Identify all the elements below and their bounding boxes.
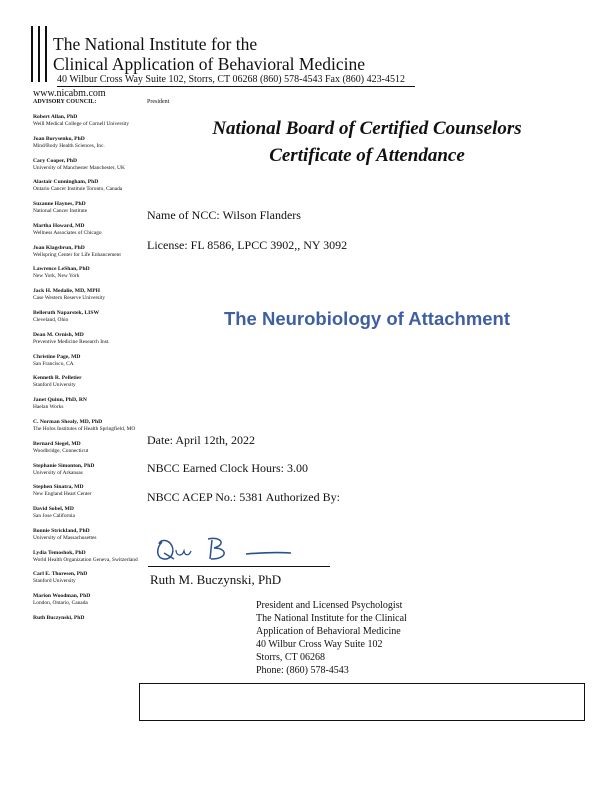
advisory-member-name: Robert Allan, PhD (33, 114, 78, 120)
advisory-member-affiliation: Wellness Associates of Chicago (33, 229, 102, 236)
advisory-member-name: Bernard Siegel, MD (33, 440, 81, 447)
advisory-member (33, 245, 143, 259)
president-label: President (147, 99, 170, 105)
advisory-member-affiliation: Stanford University (33, 382, 76, 389)
advisory-member-affiliation: Cleveland, Ohio (33, 317, 69, 324)
advisory-member-name: Marion Woodman, PhD (33, 593, 91, 600)
advisory-member (33, 419, 143, 433)
advisory-member-name: Dean M. Ornish, MD (33, 331, 84, 338)
signature-line (148, 566, 330, 567)
institute-name-line2: Clinical Application of Behavioral Medicine (53, 54, 366, 74)
certificate-title-line2: Certificate of Attendance (269, 145, 465, 166)
advisory-member-affiliation: Haelan Works (33, 404, 64, 411)
advisory-member (33, 179, 143, 193)
signatory-detail-line: President and Licensed Psychologist (256, 600, 403, 611)
advisory-member-name: Lawrence LeShan, PhD (33, 266, 90, 273)
advisory-member (33, 550, 143, 564)
signature-image (150, 528, 300, 568)
license-numbers: License: FL 8586, LPCC 3902,, NY 3092 (147, 238, 348, 252)
letterhead-bar-3 (45, 26, 47, 82)
advisory-member-affiliation: San Jose California (33, 513, 75, 520)
advisory-member-affiliation: University of Manchester Manchester, UK (33, 164, 125, 171)
advisory-member (33, 484, 143, 498)
advisory-heading: ADVISORY COUNCIL: (33, 99, 97, 105)
advisory-member (33, 288, 143, 302)
advisory-member (33, 266, 143, 280)
advisory-member-name: Alastair Cunningham, PhD (33, 179, 99, 186)
institute-name-line1: The National Institute for the (53, 34, 258, 54)
advisory-council-list (33, 114, 143, 630)
advisory-member-affiliation: Preventive Medicine Research Inst. (33, 338, 110, 345)
advisory-member-affiliation: Stanford University (33, 578, 76, 585)
advisory-member-name: Stephanie Simonton, PhD (33, 462, 95, 469)
advisory-member-name: Janet Quinn, PhD, RN (33, 397, 87, 404)
advisory-member-name: Carl E. Thoresen, PhD (33, 571, 88, 578)
advisory-member-affiliation: New York, New York (33, 273, 80, 280)
advisory-member (33, 332, 143, 346)
advisory-member-affiliation: University of Massachusettes (33, 534, 97, 541)
advisory-member-affiliation: National Cancer Institute (33, 208, 88, 215)
signatory-detail-line: Phone: (860) 578-4543 (256, 665, 349, 676)
advisory-member (33, 528, 143, 542)
letterhead-bar-2 (38, 26, 40, 82)
website-link[interactable]: www.nicabm.com (33, 88, 106, 99)
attendance-date: Date: April 12th, 2022 (147, 433, 255, 447)
advisory-member (33, 615, 143, 622)
advisory-member (33, 201, 143, 215)
letterhead-bar-1 (31, 26, 33, 82)
advisory-member-affiliation: The Holos Institutes of Health Springfield, MO (33, 425, 136, 432)
advisory-member (33, 310, 143, 324)
advisory-member-name: Joan Klagsbrun, PhD (33, 244, 85, 251)
advisory-member-name: Suzanne Haynes, PhD (33, 201, 86, 208)
advisory-member (33, 354, 143, 368)
advisory-member-affiliation: Weill Medical College of Cornell University (33, 121, 130, 127)
advisory-member-name: Kenneth R. Pelletier (33, 375, 82, 382)
address-underline (57, 86, 415, 87)
advisory-member-name: Lydia Temoshok, PhD (33, 549, 86, 556)
advisory-member-affiliation: San Francisco, CA (33, 360, 74, 367)
signatory-name: Ruth M. Buczynski, PhD (150, 572, 282, 587)
course-title: The Neurobiology of Attachment (223, 308, 511, 329)
advisory-member-name: Ruth Buczynski, PhD (33, 614, 85, 621)
ncc-name: Name of NCC: Wilson Flanders (147, 208, 301, 222)
advisory-member (33, 114, 143, 128)
signatory-detail-line: Application of Behavioral Medicine (256, 626, 401, 637)
advisory-member-name: Bonnie Strickland, PhD (33, 527, 90, 534)
advisory-member-name: Cary Cooper, PhD (33, 157, 78, 164)
advisory-member-affiliation: World Health Organization Geneva, Switzerland (33, 556, 138, 563)
advisory-member-affiliation: Wellspring Center for Life Enhancement (33, 251, 121, 258)
advisory-member (33, 593, 143, 607)
advisory-member-affiliation: Ontario Cancer Institute Toronto, Canada (33, 186, 123, 193)
advisory-member (33, 375, 143, 389)
signatory-detail-line: Storrs, CT 06268 (256, 652, 325, 663)
advisory-member-affiliation: Case Western Reserve University (33, 295, 106, 302)
advisory-member (33, 158, 143, 172)
advisory-member-name: Martha Howard, MD (33, 222, 85, 229)
advisory-member-name: C. Norman Shealy, MD, PhD (33, 418, 103, 425)
footer-box (139, 683, 585, 721)
clock-hours: NBCC Earned Clock Hours: 3.00 (147, 461, 308, 475)
advisory-member-name: David Sobel, MD (33, 506, 74, 513)
institute-address: 40 Wilbur Cross Way Suite 102, Storrs, CT 06268 (860) 578-4543 Fax (860) 423-4512 (57, 74, 405, 85)
signatory-detail-line: 40 Wilbur Cross Way Suite 102 (256, 639, 383, 650)
advisory-member-affiliation: Mind/Body Health Sciences, Inc. (33, 142, 105, 149)
advisory-member-name: Christine Page, MD (33, 353, 81, 360)
signatory-detail-line: The National Institute for the Clinical (256, 613, 407, 624)
advisory-member (33, 136, 143, 150)
advisory-member-name: Belleruth Naparstek, LISW (33, 310, 100, 317)
advisory-member (33, 506, 143, 520)
advisory-member (33, 571, 143, 585)
certificate-title-line1: National Board of Certified Counselors (212, 118, 522, 139)
advisory-member-name: Joan Borysenko, PhD (33, 135, 85, 142)
advisory-member-name: Jack H. Medalie, MD, MPH (33, 288, 100, 295)
advisory-member-name: Stephen Sinatra, MD (33, 484, 84, 491)
advisory-member (33, 397, 143, 411)
advisory-member (33, 463, 143, 477)
signatory-details (256, 599, 407, 677)
advisory-member (33, 441, 143, 455)
advisory-member-affiliation: New England Heart Center (33, 491, 92, 498)
advisory-member (33, 223, 143, 237)
advisory-member-affiliation: London, Ontario, Canada (33, 600, 88, 607)
advisory-member-affiliation: Woodbridge, Connecticut (33, 447, 89, 454)
acep-number: NBCC ACEP No.: 5381 Authorized By: (147, 490, 340, 504)
advisory-member-affiliation: University of Arkansas (33, 469, 83, 476)
